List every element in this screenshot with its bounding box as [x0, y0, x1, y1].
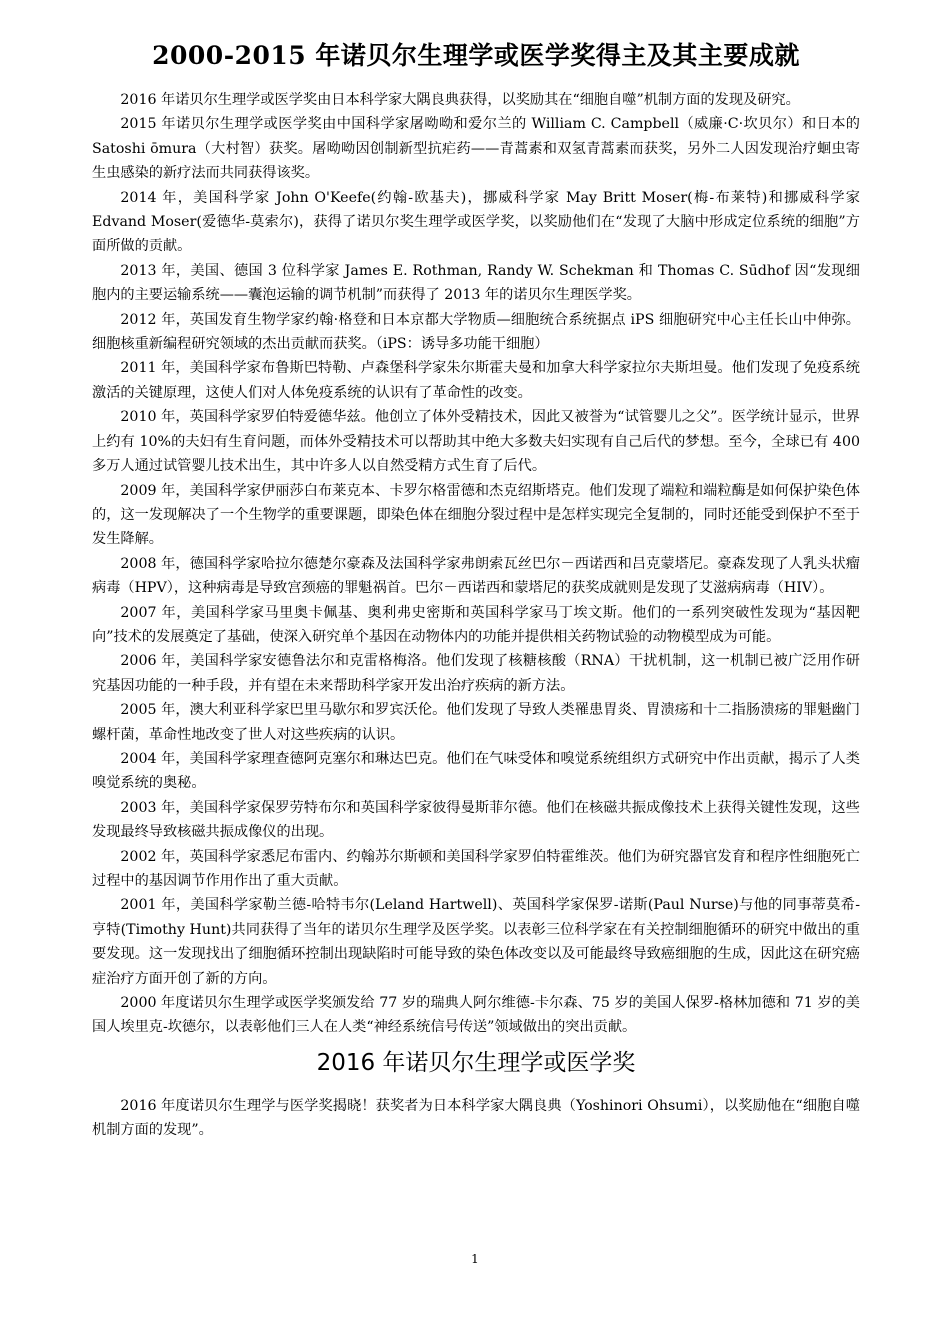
page-title: 2000-2015 年诺贝尔生理学或医学奖得主及其主要成就 — [152, 41, 800, 70]
paragraph-2006: 2006 年，美国科学家安德鲁法尔和克雷格梅洛。他们发现了核糖核酸（RNA）干扰机制，这一机制已被广泛用作研究基因功能的一种手段，并有望在未来帮助科学家开发出治疗疾病的新方法。 — [92, 653, 860, 694]
paragraph-2001: 2001 年，美国科学家勒兰德-哈特韦尔(Leland Hartwell)、英国科学家保罗-诺斯(Paul Nurse)与他的同事蒂莫希-亨特(Timothy Hunt)共同获得了当年的诺贝尔生理学及医学奖。以表彰三位科学家在有关控制细胞循环的研究中做出的重要发现。这一发现找出了细胞循环控制出现缺陷时可能导致的染色体改变以及可能最终导致癌细胞的生成，因此这在研究癌症治疗方面开创了新的方向。 — [92, 897, 860, 987]
paragraph-2003: 2003 年，美国科学家保罗劳特布尔和英国科学家彼得曼斯菲尔德。他们在核磁共振成像技术上获得关键性发现，这些发现最终导致核磁共振成像仪的出现。 — [92, 799, 860, 841]
paragraph-2011: 2011 年，美国科学家布鲁斯巴特勒、卢森堡科学家朱尔斯霍夫曼和加拿大科学家拉尔夫斯坦曼。他们发现了免疫系统激活的关键原理，这使人们对人体免疫系统的认识有了革命性的改变。 — [92, 360, 860, 401]
paragraph-2000: 2000 年度诺贝尔生理学或医学奖颁发给 77 岁的瑞典人阿尔维德-卡尔森、75 岁的美国人保罗-格林加德和 71 岁的美国人埃里克-坎德尔，以表彰他们三人在人类“神经系统信号传送”领域做出的突出贡献。 — [92, 995, 860, 1036]
paragraph-2005: 2005 年，澳大利亚科学家巴里马歇尔和罗宾沃伦。他们发现了导致人类罹患胃炎、胃溃疡和十二指肠溃疡的罪魁幽门螺杆菌，革命性地改变了世人对这些疾病的认识。 — [92, 702, 860, 743]
paragraph-2002: 2002 年，英国科学家悉尼布雷内、约翰苏尔斯顿和美国科学家罗伯特霍维茨。他们为研究器官发育和程序性细胞死亡过程中的基因调节作用作出了重大贡献。 — [92, 848, 860, 889]
paragraph-2007: 2007 年，美国科学家马里奥卡佩基、奥利弗史密斯和英国科学家马丁埃文斯。他们的一系列突破性发现为“基因靶向”技术的发展奠定了基础，使深入研究单个基因在动物体内的功能并提供相关药物试验的动物模型成为可能。 — [92, 604, 860, 645]
paragraph-2009: 2009 年，美国科学家伊丽莎白布莱克本、卡罗尔格雷德和杰克绍斯塔克。他们发现了端粒和端粒酶是如何保护染色体的，这一发现解决了一个生物学的重要课题，即染色体在细胞分裂过程中是怎样实现完全复制的，同时还能受到保护不至于发生降解。 — [92, 482, 860, 548]
page-number: 1 — [471, 1252, 479, 1266]
section-paragraph: 2016 年度诺贝尔生理学与医学奖揭晓！获奖者为日本科学家大隅良典（Yoshinori Ohsumi），以奖励他在“细胞自噬机制方面的发现”。 — [92, 1097, 860, 1139]
laureates-list — [92, 88, 860, 1040]
paragraph-2013: 2013 年，美国、德国 3 位科学家 James E. Rothman, Randy W. Schekman 和 Thomas C. Sūdhof 因“发现细胞内的主要运输系统——囊泡运输的调节机制”而获得了 2013 年的诺贝尔生理医学奖。 — [92, 262, 860, 304]
document-page — [92, 38, 860, 1143]
paragraph-2016: 2016 年诺贝尔生理学或医学奖由日本科学家大隅良典获得，以奖励其在“细胞自噬”机制方面的发现及研究。 — [120, 92, 800, 108]
paragraph-2008: 2008 年，德国科学家哈拉尔德楚尔豪森及法国科学家弗朗索瓦丝巴尔－西诺西和吕克蒙塔尼。豪森发现了人乳头状瘤病毒（HPV），这种病毒是导致宫颈癌的罪魁祸首。巴尔－西诺西和蒙塔尼的获奖成就则是发现了艾滋病病毒（HIV）。 — [92, 555, 860, 597]
paragraph-2015: 2015 年诺贝尔生理学或医学奖由中国科学家屠呦呦和爱尔兰的 William C. Campbell（威廉·C·坎贝尔）和日本的 Satoshi ōmura（大村智）获奖。屠呦呦因创制新型抗疟药——青蒿素和双氢青蒿素而获奖，另外二人因发现治疗蛔虫寄生虫感染的新疗法而共同获得该奖。 — [92, 116, 860, 182]
paragraph-2014: 2014 年，美国科学家 John O'Keefe(约翰-欧基夫)，挪威科学家 May Britt Moser(梅-布莱特)和挪威科学家 Edvand Moser(爱德华-莫索尔)，获得了诺贝尔奖生理学或医学奖，以奖励他们在“发现了大脑中形成定位系统的细胞”方面所做的贡献。 — [92, 189, 860, 255]
paragraph-2010: 2010 年，英国科学家罗伯特爱德华兹。他创立了体外受精技术，因此又被誉为“试管婴儿之父”。医学统计显示，世界上约有 10%的夫妇有生育问题，而体外受精技术可以帮助其中绝大多数夫妇实现有自己后代的梦想。至今，全球已有 400 多万人通过试管婴儿技术出生，其中许多人以自然受精方式生育了后代。 — [92, 409, 860, 475]
section-title: 2016 年诺贝尔生理学或医学奖 — [316, 1049, 636, 1076]
paragraph-2004: 2004 年，美国科学家理查德阿克塞尔和琳达巴克。他们在气味受体和嗅觉系统组织方式研究中作出贡献，揭示了人类嗅觉系统的奥秘。 — [92, 750, 860, 792]
paragraph-2012: 2012 年，英国发育生物学家约翰·格登和日本京都大学物质—细胞统合系统据点 iPS 细胞研究中心主任长山中伸弥。细胞核重新编程研究领域的杰出贡献而获奖。（iPS：诱导多功能干细胞） — [92, 311, 860, 353]
